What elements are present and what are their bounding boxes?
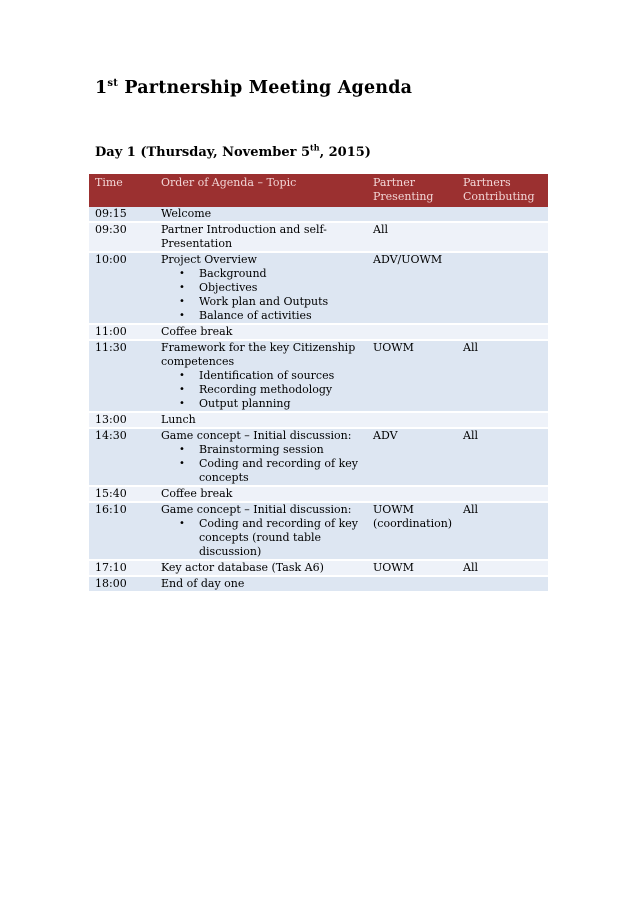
agenda-body xyxy=(89,207,548,592)
agenda-presenting: ADV/UOWM xyxy=(367,252,457,324)
topic-bullet-item: • Identification of sources xyxy=(177,369,363,383)
agenda-presenting: All xyxy=(367,222,457,252)
topic-bullet-list xyxy=(161,443,363,485)
agenda-topic: Project Overview xyxy=(161,253,257,266)
agenda-topic: Game concept – Initial discussion: xyxy=(161,429,352,442)
agenda-topic-cell xyxy=(155,252,367,324)
topic-bullet-item: • Output planning xyxy=(177,397,363,411)
day-heading xyxy=(95,142,371,160)
agenda-topic-cell xyxy=(155,412,367,428)
topic-bullet-item: • Objectives xyxy=(177,281,363,295)
day-heading-prefix: Day 1 (Thursday, November 5 xyxy=(95,145,311,160)
agenda-topic-cell xyxy=(155,207,367,222)
agenda-presenting xyxy=(367,486,457,502)
agenda-presenting xyxy=(367,412,457,428)
agenda-topic: Welcome xyxy=(161,207,212,220)
agenda-contributing xyxy=(457,222,548,252)
agenda-row xyxy=(89,412,548,428)
header-contributing: Partners Contributing xyxy=(457,174,548,207)
day-heading-suffix: , 2015) xyxy=(319,145,371,160)
agenda-presenting xyxy=(367,207,457,222)
title-text: Partnership Meeting Agenda xyxy=(124,78,413,98)
agenda-topic: Coffee break xyxy=(161,487,233,500)
agenda-row xyxy=(89,324,548,340)
topic-bullet-item: • Background xyxy=(177,267,363,281)
agenda-contributing: All xyxy=(457,560,548,576)
agenda-time: 17:10 xyxy=(89,560,155,576)
agenda-presenting: UOWM (coordination) xyxy=(367,502,457,560)
agenda-presenting: UOWM xyxy=(367,340,457,412)
topic-bullet-item: • Coding and recording of key concepts xyxy=(177,457,363,485)
header-time: Time xyxy=(89,174,155,207)
agenda-topic: End of day one xyxy=(161,577,245,590)
agenda-presenting xyxy=(367,576,457,592)
topic-bullet-item: • Balance of activities xyxy=(177,309,363,323)
agenda-row xyxy=(89,207,548,222)
agenda-row xyxy=(89,576,548,592)
agenda-contributing: All xyxy=(457,428,548,486)
agenda-time: 09:30 xyxy=(89,222,155,252)
agenda-presenting xyxy=(367,324,457,340)
agenda-contributing xyxy=(457,324,548,340)
agenda-topic: Game concept – Initial discussion: xyxy=(161,503,352,516)
title-ordinal: st xyxy=(107,78,119,90)
agenda-row xyxy=(89,340,548,412)
agenda-time: 18:00 xyxy=(89,576,155,592)
agenda-time: 16:10 xyxy=(89,502,155,560)
day-heading-ordinal: th xyxy=(310,142,320,153)
agenda-row xyxy=(89,252,548,324)
title-number: 1 xyxy=(95,78,108,98)
header-presenting: Partner Presenting xyxy=(367,174,457,207)
agenda-time: 10:00 xyxy=(89,252,155,324)
page-title xyxy=(95,78,412,98)
header-topic: Order of Agenda – Topic xyxy=(155,174,367,207)
agenda-contributing xyxy=(457,576,548,592)
agenda-topic-cell xyxy=(155,324,367,340)
agenda-topic: Key actor database (Task A6) xyxy=(161,561,324,574)
agenda-topic-cell xyxy=(155,428,367,486)
agenda-topic-cell xyxy=(155,222,367,252)
agenda-time: 11:30 xyxy=(89,340,155,412)
agenda-topic: Lunch xyxy=(161,413,196,426)
agenda-topic-cell xyxy=(155,560,367,576)
agenda-presenting: ADV xyxy=(367,428,457,486)
topic-bullet-list xyxy=(161,369,363,411)
agenda-contributing xyxy=(457,252,548,324)
agenda-row xyxy=(89,222,548,252)
topic-bullet-list xyxy=(161,517,363,559)
topic-bullet-item: • Brainstorming session xyxy=(177,443,363,457)
agenda-topic-cell xyxy=(155,486,367,502)
agenda-time: 13:00 xyxy=(89,412,155,428)
agenda-time: 15:40 xyxy=(89,486,155,502)
agenda-topic-cell xyxy=(155,576,367,592)
agenda-row xyxy=(89,428,548,486)
agenda-header-row xyxy=(89,174,548,207)
agenda-contributing: All xyxy=(457,502,548,560)
agenda-row xyxy=(89,486,548,502)
agenda-row xyxy=(89,560,548,576)
agenda-topic: Partner Introduction and self-Presentation xyxy=(161,223,327,250)
agenda-contributing xyxy=(457,412,548,428)
agenda-contributing xyxy=(457,486,548,502)
agenda-topic-cell xyxy=(155,502,367,560)
agenda-time: 11:00 xyxy=(89,324,155,340)
agenda-topic: Coffee break xyxy=(161,325,233,338)
topic-bullet-item: • Recording methodology xyxy=(177,383,363,397)
agenda-contributing xyxy=(457,207,548,222)
agenda-topic: Framework for the key Citizenship competences xyxy=(161,341,356,368)
agenda-topic-cell xyxy=(155,340,367,412)
agenda-table xyxy=(89,174,548,593)
agenda-contributing: All xyxy=(457,340,548,412)
topic-bullet-item: • Coding and recording of key concepts (round table discussion) xyxy=(177,517,363,559)
topic-bullet-item: • Work plan and Outputs xyxy=(177,295,363,309)
agenda-time: 14:30 xyxy=(89,428,155,486)
topic-bullet-list xyxy=(161,267,363,323)
agenda-time: 09:15 xyxy=(89,207,155,222)
agenda-presenting: UOWM xyxy=(367,560,457,576)
agenda-row xyxy=(89,502,548,560)
